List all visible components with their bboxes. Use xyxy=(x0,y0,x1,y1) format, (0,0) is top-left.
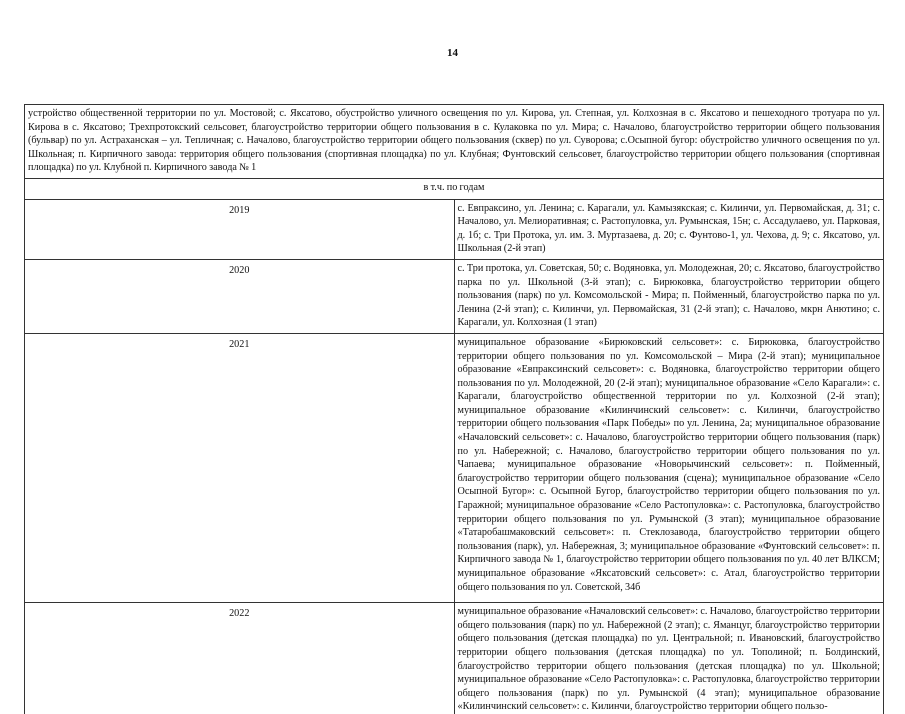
year-cell: 2022 xyxy=(25,603,455,714)
page-number: 14 xyxy=(447,47,458,59)
intro-row xyxy=(25,105,884,179)
year-cell: 2019 xyxy=(25,199,455,259)
by-years-subheader: в т.ч. по годам xyxy=(25,178,884,199)
table-row xyxy=(25,259,884,333)
description-cell: с. Три протока, ул. Советская, 50; с. Водяновка, ул. Молодежная, 20; с. Яксатово, благоустройство парка по ул. Школьной (3-й этап); с. Бирюковка, благоустройство территории общего пользования (парк) по ул. Комсомольской - Мира; п. Пойменный, благоустройство парка по ул. Ленина (2-й этап); с. Килинчи, ул. Первомайская, 31 (2-й этап); с. Началово, мкрн Анютино; с. Карагали, ул. Колхозная (1 этап) xyxy=(454,259,884,333)
description-cell: муниципальное образование «Бирюковский сельсовет»: с. Бирюковка, благоустройство территории общего пользования по ул. Комсомольской – Мира (2-й этап); муниципальное образование «Евпраксинский сельсовет»: с. Водяновка, благоустройство территории общего пользования по ул. Молодежной, 20 (2-й этап); муниципальное образование «Село Карагали»: с. Карагали, благоустройство общественной территории по ул. Колхозной (2-й этап); муниципальное образование «Килинчинский сельсовет»: с. Килинчи, благоустройство территории общего пользования «Парк Победы» по ул. Ленина, 2а; муниципальное образование «Началовский сельсовет»: с. Началово, благоустройство территории общего пользования (парк) по ул. Набережной; с. Началово, благоустройство территории общего пользования по ул. Чапаева; муниципальное образование «Новорычинский сельсовет»: п. Пойменный, благоустройство территории общего пользования (сцена); муниципальное образование «Село Осыпной Бугор»: с. Осыпной Бугор, благоустройство территории общего пользования по ул. Гаражной; муниципальное образование «Село Растопуловка»: с. Растопуловка, благоустройство территории общего пользования по ул. Румынской (3 этап); муниципальное образование «Татаробашмаковский сельсовет»: п. Стеклозавода, благоустройство территории общего пользования (парк), ул. Набережная, 3; муниципальное образование «Фунтовский сельсовет»: п. Кирпичного завода № 1, благоустройство территории общего пользования по ул. 40 лет ВЛКСМ; муниципальное образование «Яксатовский сельсовет»: с. Атал, благоустройство территории общего пользования по ул. Советской, 34б xyxy=(454,333,884,602)
table-row xyxy=(25,603,884,714)
year-cell: 2021 xyxy=(25,333,455,602)
year-cell: 2020 xyxy=(25,259,455,333)
subheader-row xyxy=(25,178,884,199)
program-table xyxy=(24,104,884,714)
table-row xyxy=(25,333,884,602)
description-cell: муниципальное образование «Началовский сельсовет»: с. Началово, благоустройство территории общего пользования (парк) по ул. Набережной (2 этап); с. Яманцуг, благоустройство территории общего пользования (детская площадка) по ул. Центральной; п. Ивановский, благоустройство территории общего пользования (детская площадка) по ул. Тополиной; п. Болдинский, благоустройство территории общего пользования (детская площадка) по ул. Школьной; муниципальное образование «Село Растопуловка»: с. Растопуловка, благоустройство территории общего пользования (парк) по ул. Румынской (4 этап); муниципальное образование «Килинчинский сельсовет»: с. Килинчи, благоустройство территории общего пользо- xyxy=(454,603,884,714)
intro-text-cell: устройство общественной территории по ул. Мостовой; с. Яксатово, обустройство уличного освещения по ул. Кирова, ул. Степная, ул. Колхозная в с. Яксатово и пешеходного тротуара по ул. Кирова в с. Яксатово; Трехпротокский сельсовет, благоустройство территории общего пользования в с. Кулаковка по ул. Мира; с. Началово, благоустройство территории общего пользования (бульвар) по ул. Астраханская – ул. Тепличная; с. Началово, благоустройство территории общего пользования (сквер) по ул. Суворова; с.Осыпной бугор: обустройство уличного освещения по ул. Школьная; п. Кирпичного завода: территория общего пользования (спортивная площадка) по ул. Клубная; Фунтовский сельсовет, благоустройство территории общего пользования (спортивная площадка) по ул. Клубной п. Кирпичного завода № 1 xyxy=(25,105,884,179)
table-row xyxy=(25,199,884,259)
description-cell: с. Евпраксино, ул. Ленина; с. Карагали, ул. Камызякская; с. Килинчи, ул. Первомайская, д. 31; с. Началово, ул. Мелиоративная; с. Растопуловка, ул. Румынская, 15н; с. Ассадулаево, ул. Парковая, д. 1б; с. Три Протока, ул. им. З. Муртазаева, д. 20; с. Фунтово-1, ул. Чехова, д. 9; с. Яксатово, ул. Школьная (2-й этап) xyxy=(454,199,884,259)
